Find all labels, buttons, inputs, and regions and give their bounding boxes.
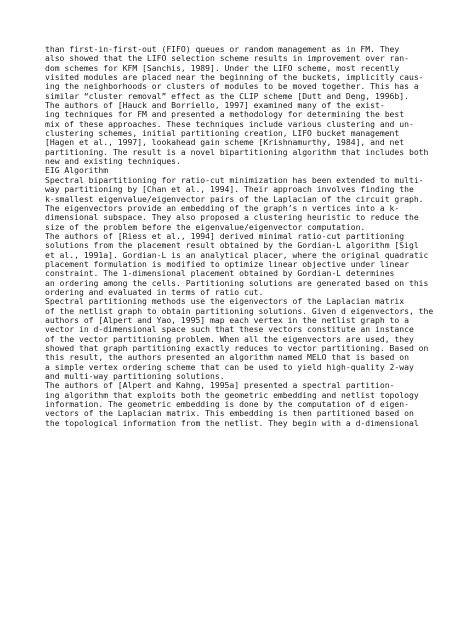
text-line: placement formulation is modified to optimize linear objective under linear: [45, 258, 409, 269]
text-line: way partitioning by [Chan et al., 1994]. Their approach involves finding the: [45, 184, 414, 195]
text-line: ordering and evaluated in terms of ratio cut.: [45, 286, 264, 297]
text-line: information. The geometric embedding is done by the computation of d eigen-: [45, 399, 409, 410]
text-line: k-smallest eigenvalue/eigenvector pairs of the Laplacian of the circuit graph.: [45, 193, 424, 204]
text-line: authors of [Alpert and Yao, 1995] map each vertex in the netlist graph to a: [45, 314, 409, 325]
document-page: [45, 45, 463, 428]
text-line: The authors of [Riess et al., 1994] derived minimal ratio-cut partitioning: [45, 230, 405, 241]
text-line: solutions from the placement result obtained by the Gordian-L algorithm [Sigl: [45, 240, 419, 251]
text-line: also showed that the LIFO selection scheme results in improvement over ran-: [45, 53, 409, 64]
text-line: clustering schemes, initial partitioning creation, LIFO bucket management: [45, 128, 400, 139]
text-line: The authors of [Alpert and Kahng, 1995a] presented a spectral partition-: [45, 380, 395, 391]
text-line: size of the problem before the eigenvalue/eigenvector computation.: [45, 221, 366, 232]
text-line: vectors of the Laplacian matrix. This embedding is then partitioned based on: [45, 408, 414, 419]
text-line: showed that graph partitioning exactly reduces to vector partitioning. Based on: [45, 343, 429, 353]
text-line: of the netlist graph to obtain partitioning solutions. Given d eigenvectors, the: [45, 305, 434, 316]
text-line: dimensional subspace. They also proposed a clustering heuristic to reduce the: [45, 212, 419, 223]
section-heading: EIG Algorithm: [45, 165, 109, 176]
text-line: The eigenvectors provide an embedding of the graph’s n vertices into a k-: [45, 202, 400, 213]
text-line: the topological information from the netlist. They begin with a d-dimensional: [45, 417, 419, 428]
text-line: Spectral partitioning methods use the eigenvectors of the Laplacian matrix: [45, 296, 405, 307]
text-line: dom schemes for KFM [Sanchis, 1989]. Under the LIFO scheme, most recently: [45, 62, 400, 73]
text-line: The authors of [Hauck and Borriello, 1997] examined many of the exist-: [45, 100, 385, 111]
text-line: Spectral bipartitioning for ratio-cut minimization has been extended to multi-: [45, 174, 424, 185]
text-line: et al., 1991a]. Gordian-L is an analytical placer, where the original quadratic: [45, 249, 429, 260]
text-line: an ordering among the cells. Partitioning solutions are generated based on this: [45, 277, 429, 288]
text-line: of the vector partitioning problem. When all the eigenvectors are used, they: [45, 333, 414, 344]
text-line: partitioning. The result is a novel bipartitioning algorithm that includes both: [45, 146, 429, 157]
text-line: similar “cluster removal” effect as the CLIP scheme [Dutt and Deng, 1996b].: [45, 90, 409, 101]
text-line: vector in d-dimensional space such that these vectors constitute an instance: [45, 324, 414, 335]
text-line: [Hagen et al., 1997], lookahead gain scheme [Krishnamurthy, 1984], and net: [45, 137, 405, 148]
text-line: a simple vertex ordering scheme that can be used to yield high-quality 2-way: [45, 361, 414, 372]
text-line: new and existing techniques.: [45, 156, 181, 167]
text-line: this result, the authors presented an algorithm named MELO that is based on: [45, 352, 409, 363]
text-line: than first-in-first-out (FIFO) queues or random management as in FM. They: [45, 44, 400, 54]
text-line: mix of these approaches. These techniques include various clustering and un-: [45, 118, 414, 129]
text-line: ing the neighborhoods or clusters of modules to be moved together. This has a: [45, 81, 419, 92]
text-line: constraint. The 1-dimensional placement obtained by Gordian-L determines: [45, 268, 395, 279]
text-line: visited modules are placed near the beginning of the buckets, implicitly caus-: [45, 72, 424, 83]
text-line: and multi-way partitioning solutions.: [45, 371, 225, 382]
text-line: ing algorithm that exploits both the geometric embedding and netlist topology: [45, 389, 419, 400]
text-line: ing techniques for FM and presented a methodology for determining the best: [45, 109, 405, 120]
